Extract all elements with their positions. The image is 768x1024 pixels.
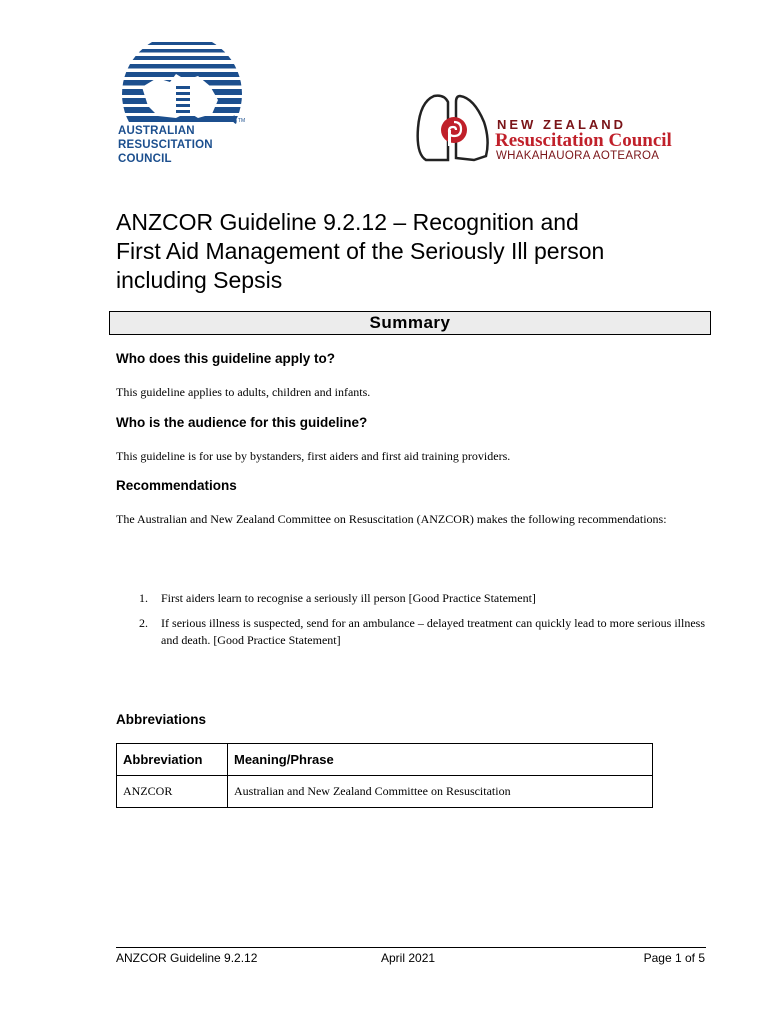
recommendations-heading: Recommendations: [116, 478, 237, 493]
arc-line-1: AUSTRALIAN: [118, 125, 195, 137]
list-item-text: First aiders learn to recognise a seriously ill person [Good Practice Statement]: [161, 591, 536, 605]
title-line-1: ANZCOR Guideline 9.2.12 – Recognition and: [116, 209, 579, 235]
table-row: [117, 776, 653, 808]
apply-text: This guideline applies to adults, children and infants.: [116, 385, 371, 399]
nzrc-lungs-icon: [414, 92, 494, 162]
arc-trademark: TM: [238, 118, 246, 124]
arc-line-3: COUNCIL: [118, 153, 172, 165]
abbreviations-heading: Abbreviations: [116, 712, 207, 727]
title-line-3: including Sepsis: [116, 267, 283, 293]
summary-heading: Summary: [109, 311, 711, 335]
table-header-row: [117, 744, 653, 776]
recommendations-text: The Australian and New Zealand Committee on Resuscitation (ANZCOR) makes the following recommendations:: [116, 512, 667, 526]
table-cell-abbreviation: ANZCOR: [117, 776, 228, 808]
table-cell-meaning: Australian and New Zealand Committee on Resuscitation: [228, 776, 653, 808]
list-item-number: 2.: [139, 616, 148, 630]
list-item-number: 1.: [139, 591, 148, 605]
list-item: [139, 615, 705, 649]
footer-page-number: Page 1 of 5: [643, 951, 705, 965]
arc-logo-text: [118, 124, 213, 166]
nzrc-line-3: WHAKAHAUORA AOTEAROA: [496, 150, 660, 162]
apply-heading: Who does this guideline apply to?: [116, 351, 335, 366]
list-item-text: If serious illness is suspected, send for an ambulance – delayed treatment can quickly lead to more serious illness and death. [Good Practice Statement]: [161, 616, 705, 647]
list-item: [139, 590, 705, 607]
abbreviations-table: [116, 743, 653, 808]
nzrc-line-2: Resuscitation Council: [495, 130, 672, 151]
footer-date: April 2021: [381, 951, 436, 965]
nzrc-line-1: NEW ZEALAND: [497, 117, 627, 132]
table-header-abbreviation: Abbreviation: [117, 744, 228, 776]
arc-line-2: RESUSCITATION: [118, 139, 213, 151]
footer-document-id: ANZCOR Guideline 9.2.12: [116, 951, 258, 965]
audience-heading: Who is the audience for this guideline?: [116, 415, 368, 430]
recommendations-list: [139, 590, 705, 657]
footer-divider: [116, 947, 706, 948]
audience-text: This guideline is for use by bystanders, first aiders and first aid training providers.: [116, 449, 511, 463]
table-header-meaning: Meaning/Phrase: [228, 744, 653, 776]
document-title: [116, 208, 716, 295]
title-line-2: First Aid Management of the Seriously Ill person: [116, 238, 605, 264]
